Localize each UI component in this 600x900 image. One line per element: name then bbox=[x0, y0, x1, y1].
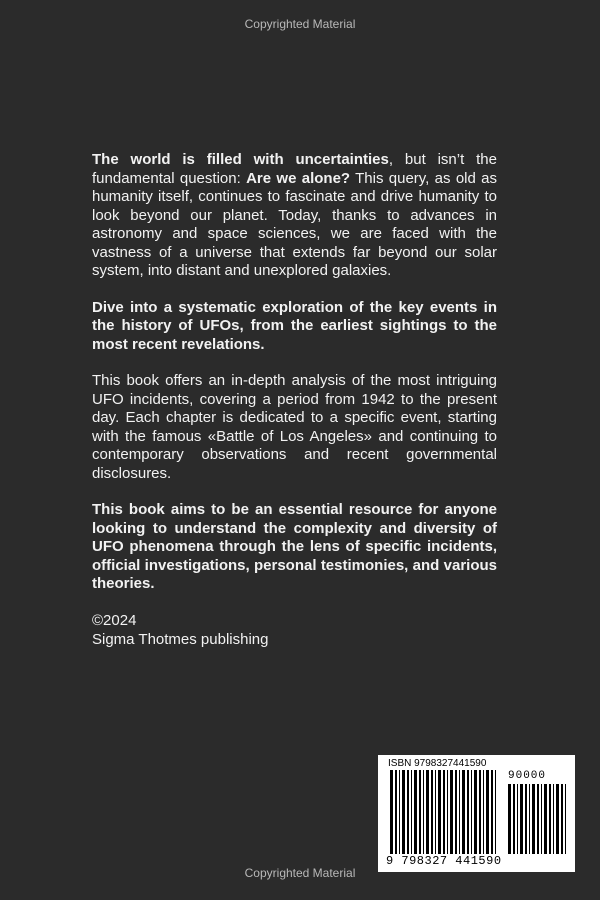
barcode-bar bbox=[402, 770, 405, 854]
barcode-bar bbox=[541, 784, 542, 854]
watermark-bottom: Copyrighted Material bbox=[244, 866, 356, 880]
barcode-bar bbox=[513, 784, 515, 854]
barcode-bar bbox=[525, 784, 527, 854]
copyright-year: ©2024 bbox=[92, 611, 137, 629]
blurb-bold-question: Are we alone? bbox=[246, 169, 351, 187]
watermark-top: Copyrighted Material bbox=[244, 17, 356, 31]
barcode-bar bbox=[411, 770, 412, 854]
barcode-bar bbox=[431, 770, 433, 854]
blurb-bold-opening: The world is filled with uncertainties bbox=[92, 151, 389, 168]
barcode-bar bbox=[508, 784, 511, 854]
publisher-name: Sigma Thotmes publishing bbox=[92, 630, 269, 648]
barcode-bar bbox=[520, 784, 523, 854]
barcode-bar bbox=[462, 770, 465, 854]
barcode-bar bbox=[435, 770, 436, 854]
blurb-paragraph-3: This book offers an in-depth analysis of the most intriguing UFO incidents, covering a period from 1942 to the present day. Each chapter is dedicated to a specific event, starting with the famous «Battle of Los Angeles» and continuing to contemporary observations and recent governmental disclosures. bbox=[92, 372, 497, 482]
blurb-paragraph-2: Dive into a systematic exploration of the key events in the history of UFOs, from the earliest sightings to the most recent revelations. bbox=[92, 298, 497, 353]
barcode-digits: 9 798327 441590 bbox=[386, 854, 502, 868]
barcode-bar bbox=[471, 770, 472, 854]
barcode-bar bbox=[556, 784, 559, 854]
barcode-main-bars bbox=[390, 770, 498, 856]
barcode-bar bbox=[395, 770, 397, 854]
price-code: 90000 bbox=[508, 770, 547, 782]
barcode-bar bbox=[549, 784, 551, 854]
barcode-bar bbox=[443, 770, 445, 854]
barcode-bar bbox=[479, 770, 481, 854]
barcode-bar bbox=[483, 770, 484, 854]
barcode-bar bbox=[486, 770, 489, 854]
isbn-barcode bbox=[378, 755, 575, 872]
barcode-bar bbox=[565, 784, 566, 854]
blurb-text: This query, as old as humanity itself, continues to fascinate and drive humanity to look beyond our planet. Today, thanks to advances in astronomy and space sciences, we are faced with the vastness of a universe that extends far beyond our solar system, into distant and unexplored galaxies. bbox=[92, 169, 497, 279]
back-cover-blurb bbox=[92, 151, 497, 649]
barcode-bar bbox=[426, 770, 429, 854]
barcode-bar bbox=[459, 770, 460, 854]
barcode-bar bbox=[544, 784, 547, 854]
barcode-bar bbox=[419, 770, 421, 854]
blurb-paragraph-1 bbox=[92, 151, 497, 281]
barcode-bar bbox=[414, 770, 417, 854]
barcode-bar bbox=[407, 770, 409, 854]
barcode-bar bbox=[474, 770, 477, 854]
blurb-paragraph-4: This book aims to be an essential resource for anyone looking to understand the complexity and diversity of UFO phenomena through the lens of specific incidents, official investigations, personal testimonies, and various theories. bbox=[92, 501, 497, 592]
isbn-label: ISBN 9798327441590 bbox=[388, 758, 487, 769]
barcode-bar bbox=[447, 770, 448, 854]
blurb-text: , but isn’t the fundamental question: bbox=[92, 151, 497, 187]
barcode-bar bbox=[467, 770, 469, 854]
barcode-bar bbox=[450, 770, 453, 854]
barcode-bar bbox=[495, 770, 496, 854]
barcode-bar bbox=[553, 784, 554, 854]
barcode-bar bbox=[438, 770, 441, 854]
barcode-bar bbox=[561, 784, 563, 854]
barcode-addon-bars bbox=[508, 784, 566, 856]
barcode-bar bbox=[529, 784, 530, 854]
barcode-bar bbox=[423, 770, 424, 854]
barcode-bar bbox=[390, 770, 393, 854]
barcode-bar bbox=[537, 784, 539, 854]
barcode-bar bbox=[399, 770, 400, 854]
barcode-bar bbox=[532, 784, 535, 854]
barcode-bar bbox=[491, 770, 493, 854]
barcode-bar bbox=[455, 770, 457, 854]
barcode-bar bbox=[517, 784, 518, 854]
copyright-block bbox=[92, 611, 497, 649]
